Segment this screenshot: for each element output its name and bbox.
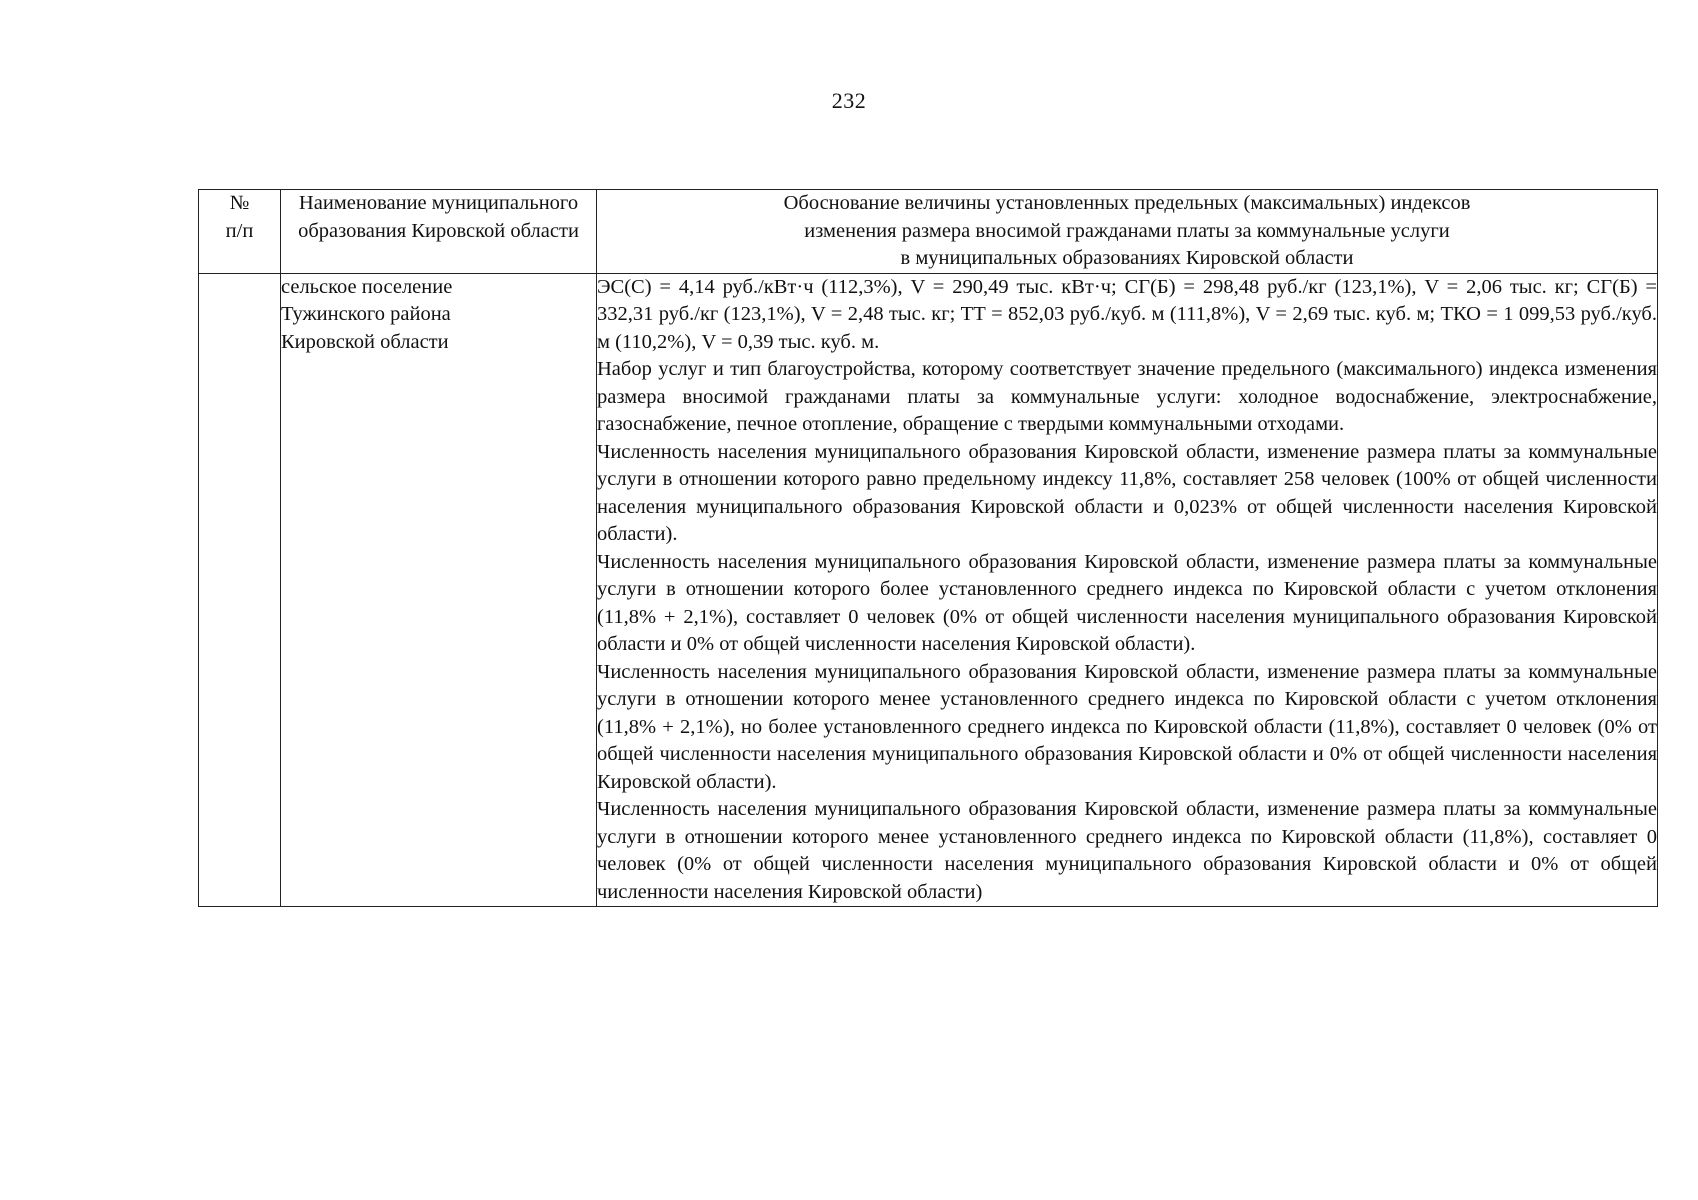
row-number-cell — [199, 273, 281, 907]
justification-cell — [597, 273, 1658, 907]
table-header-row — [199, 190, 1658, 274]
header-number-abbrev: п/п — [225, 219, 254, 242]
population-equal-index-paragraph: Численность населения муниципального образования Кировской области, изменение размера платы за коммунальные услуги в отношении которого равно предельному индексу 11,8%, составляет 258 человек (100% от общей численности населения муниципального образования Кировской области и 0,023% от общей численности населения Кировской области). — [597, 440, 1657, 545]
header-justification — [597, 190, 1658, 274]
municipality-name-line: Тужинского района — [281, 303, 451, 325]
services-set-paragraph: Набор услуг и тип благоустройства, которому соответствует значение предельного (максимального) индекса изменения размера вносимой гражданами платы за коммунальные услуги: холодное водоснабжение, электроснабжение, газоснабжение, печное отопление, обращение с твердыми коммунальными отходами. — [597, 358, 1657, 435]
page-number: 232 — [831, 88, 867, 113]
header-justification-line: в муниципальных образованиях Кировской области — [900, 247, 1354, 269]
tariff-values-paragraph: ЭС(С) = 4,14 руб./кВт·ч (112,3%), V = 290,49 тыс. кВт·ч; СГ(Б) = 298,48 руб./кг (123,1%), V = 2,06 тыс. кг; СГ(Б) = 332,31 руб./кг (123,1%), V = 2,48 тыс. кг; ТТ = 852,03 руб./куб. м (111,8%), V = 2,69 тыс. куб. м; ТКО = 1 099,53 руб./куб. м (110,2%), V = 0,39 тыс. куб. м. — [597, 275, 1657, 353]
municipality-name-line: сельское поселение — [281, 275, 453, 298]
municipality-name-line: Кировской области — [281, 330, 449, 353]
justification-table — [198, 189, 1658, 907]
population-below-average-paragraph: Численность населения муниципального образования Кировской области, изменение размера платы за коммунальные услуги в отношении которого менее установленного среднего индекса по Кировской области (11,8%), составляет 0 человек (0% от общей численности населения муниципального образования Кировской области и 0% от общей численности населения Кировской области) — [597, 798, 1657, 903]
table-row — [199, 273, 1658, 907]
header-name: Наименование муниципального образования Кировской области — [281, 190, 597, 274]
population-between-paragraph: Численность населения муниципального образования Кировской области, изменение размера платы за коммунальные услуги в отношении которого менее установленного среднего индекса по Кировской области с учетом отклонения (11,8% + 2,1%), но более установленного среднего индекса по Кировской области (11,8%), составляет 0 человек (0% от общей численности населения муниципального образования Кировской области и 0% от общей численности населения Кировской области). — [597, 660, 1657, 793]
header-justification-line: Обоснование величины установленных предельных (максимальных) индексов — [783, 192, 1471, 214]
header-number-symbol: № — [229, 192, 250, 214]
municipality-name-cell — [281, 273, 597, 907]
population-above-deviation-paragraph: Численность населения муниципального образования Кировской области, изменение размера платы за коммунальные услуги в отношении которого более установленного среднего индекса по Кировской области с учетом отклонения (11,8% + 2,1%), составляет 0 человек (0% от общей численности населения муниципального образования Кировской области и 0% от общей численности населения Кировской области). — [597, 550, 1657, 655]
header-justification-line: изменения размера вносимой гражданами платы за коммунальные услуги — [804, 219, 1450, 242]
header-number — [199, 190, 281, 274]
